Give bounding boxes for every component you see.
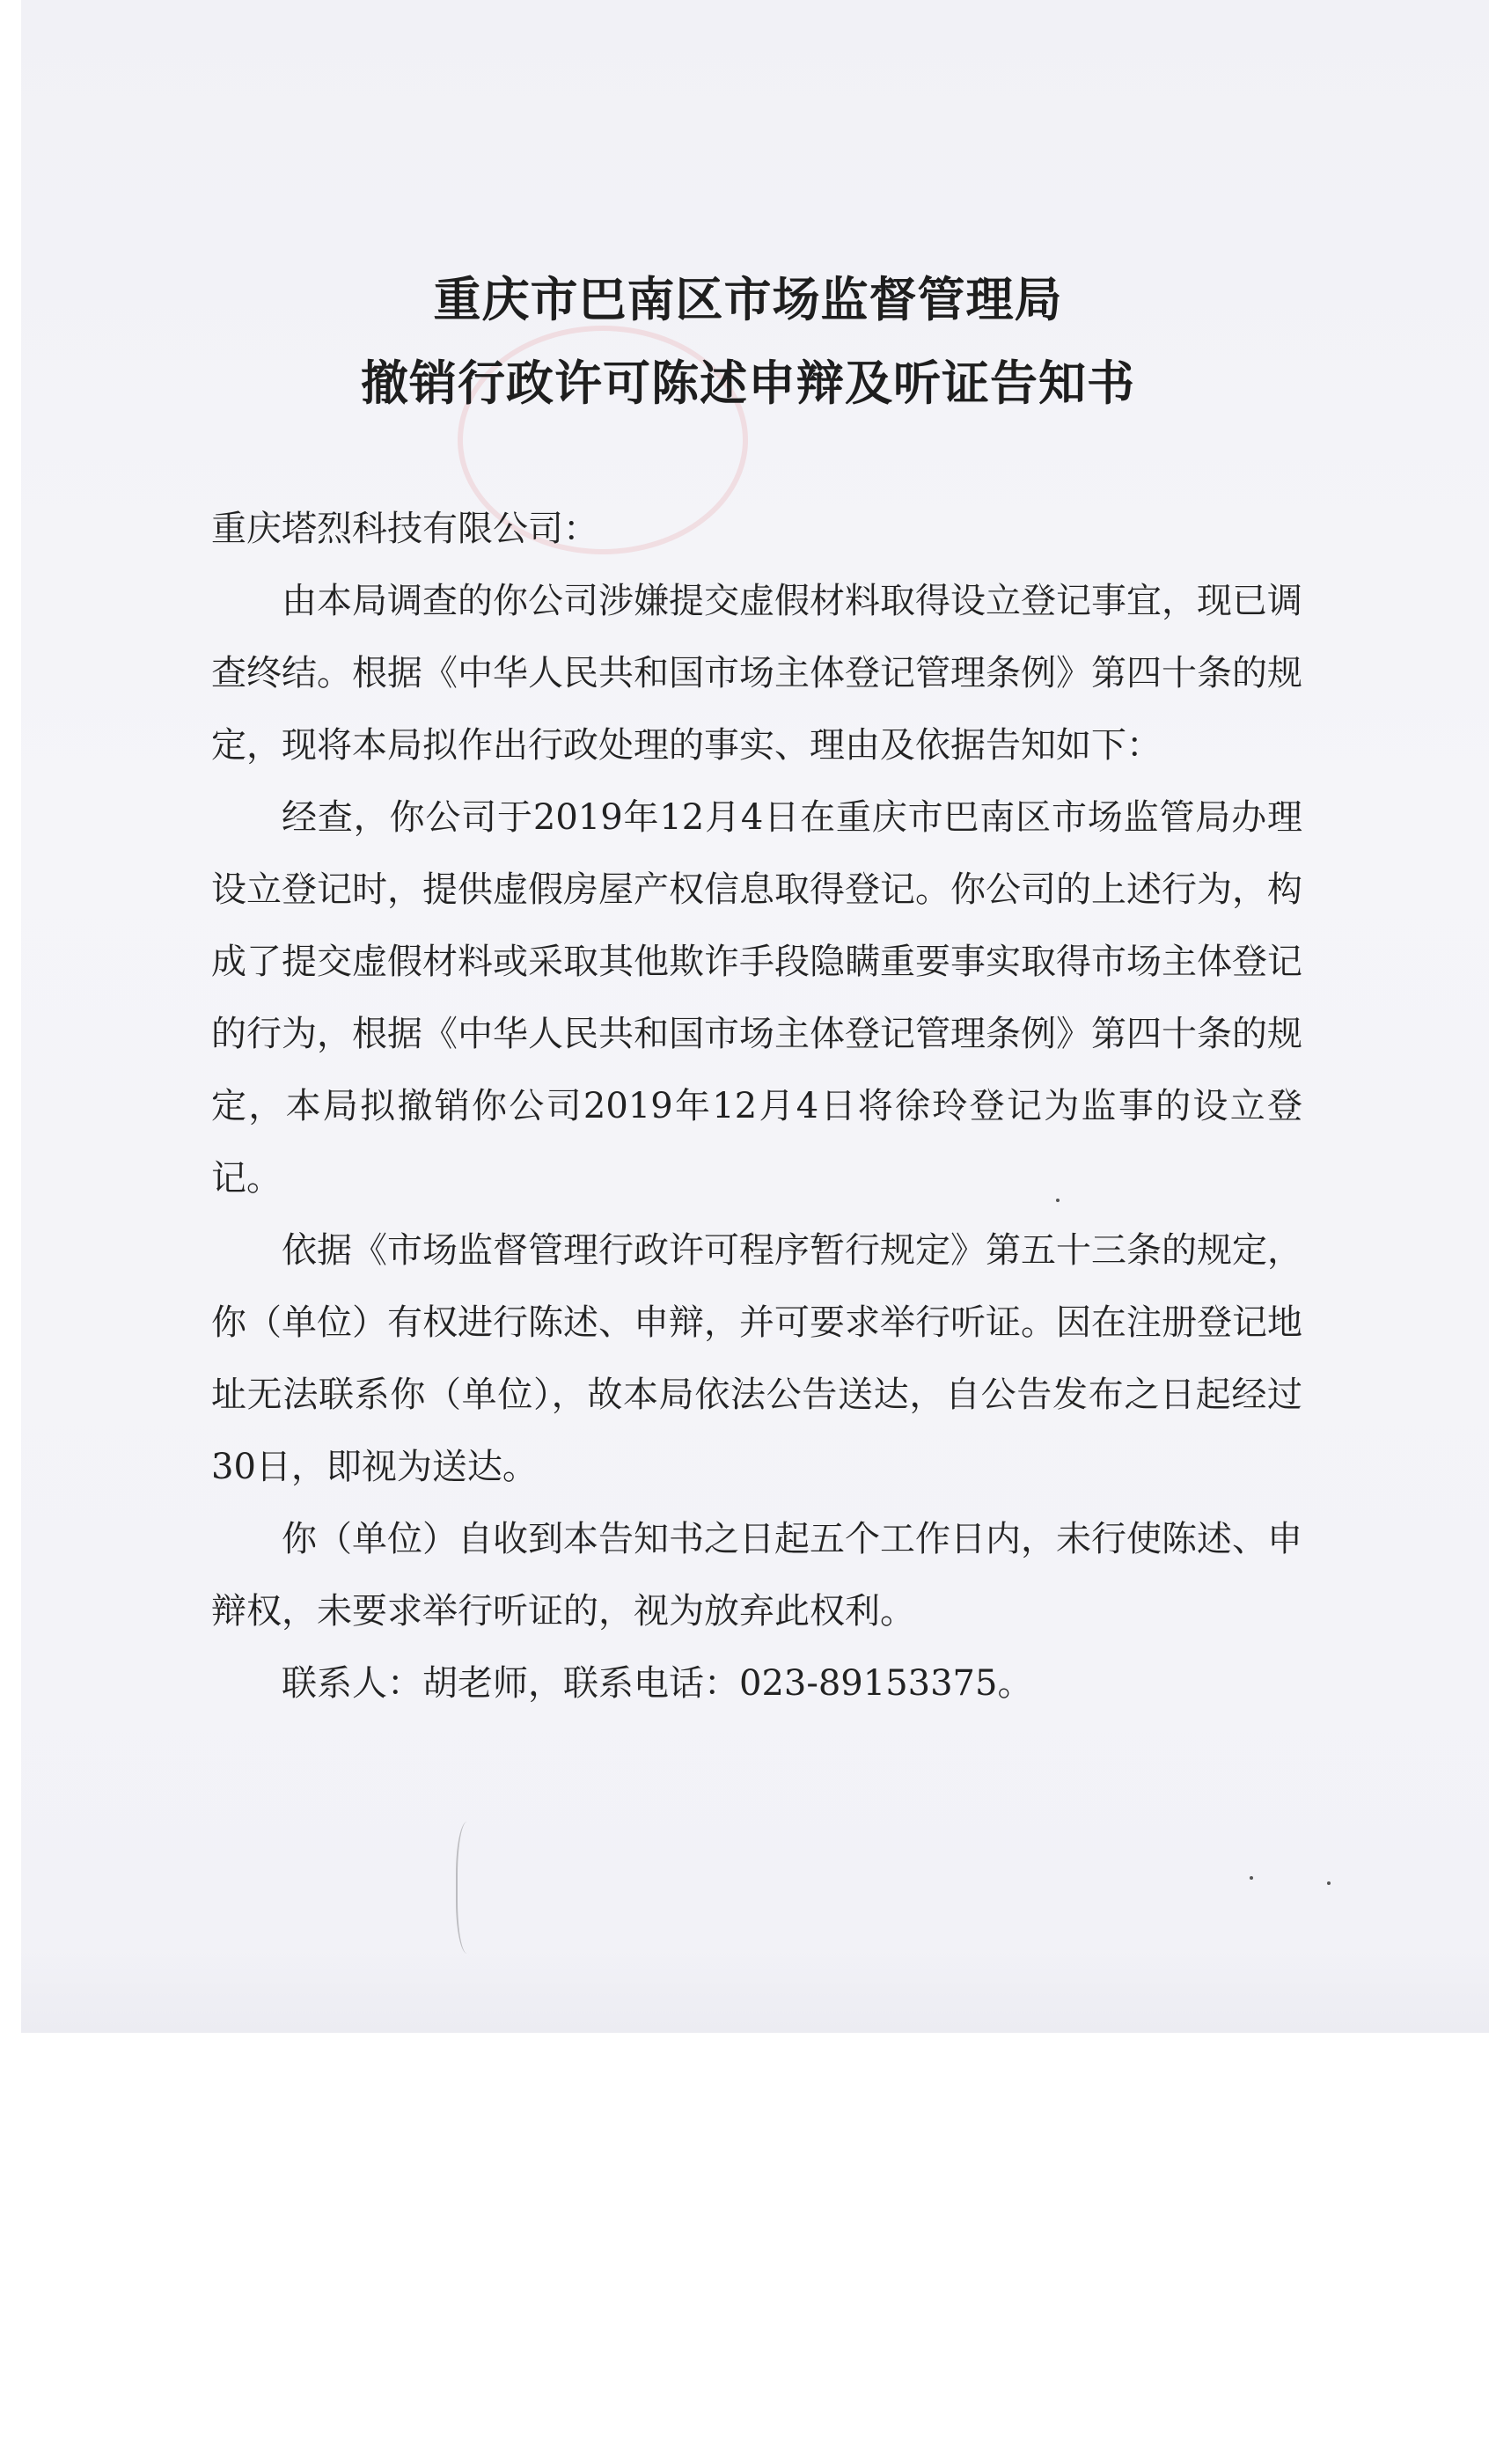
- paragraph-deadline: 你（单位）自收到本告知书之日起五个工作日内，未行使陈述、申辩权，未要求举行听证的，视为放弃此权利。: [211, 1519, 1302, 1632]
- scan-artifact-dot: [1327, 1881, 1331, 1885]
- recipient-line: 重庆塔烈科技有限公司：: [211, 509, 598, 549]
- scan-artifact-scratch: [456, 1822, 484, 1954]
- scan-artifact-dot: [1056, 1199, 1060, 1202]
- document-body: [211, 493, 1302, 1720]
- document-title-line-1: 重庆市巴南区市场监督管理局: [433, 271, 1063, 327]
- paragraph-contact: 联系人：胡老师，联系电话：023-89153375。: [282, 1663, 1033, 1704]
- paragraph-rights: 依据《市场监督管理行政许可程序暂行规定》第五十三条的规定，你（单位）有权进行陈述、申辩，并可要求举行听证。因在注册登记地址无法联系你（单位），故本局依法公告送达，自公告发布之日起经过30日，即视为送达。: [211, 1230, 1302, 1487]
- scan-edge-shadow: [21, 1945, 1489, 2033]
- paragraph-facts: 经查，你公司于2019年12月4日在重庆市巴南区市场监管局办理设立登记时，提供虚假房屋产权信息取得登记。你公司的上述行为，构成了提交虚假材料或采取其他欺诈手段隐瞒重要事实取得市场主体登记的行为，根据《中华人民共和国市场主体登记管理条例》第四十条的规定，本局拟撤销你公司2019年12月4日将徐玲登记为监事的设立登记。: [211, 797, 1302, 1199]
- document-title-line-2: 撤销行政许可陈述申辩及听证告知书: [361, 355, 1135, 411]
- scan-artifact-dot: [1250, 1876, 1253, 1880]
- paragraph-intro: 由本局调查的你公司涉嫌提交虚假材料取得设立登记事宜，现已调查终结。根据《中华人民共和国市场主体登记管理条例》第四十条的规定，现将本局拟作出行政处理的事实、理由及依据告知如下：: [211, 581, 1302, 766]
